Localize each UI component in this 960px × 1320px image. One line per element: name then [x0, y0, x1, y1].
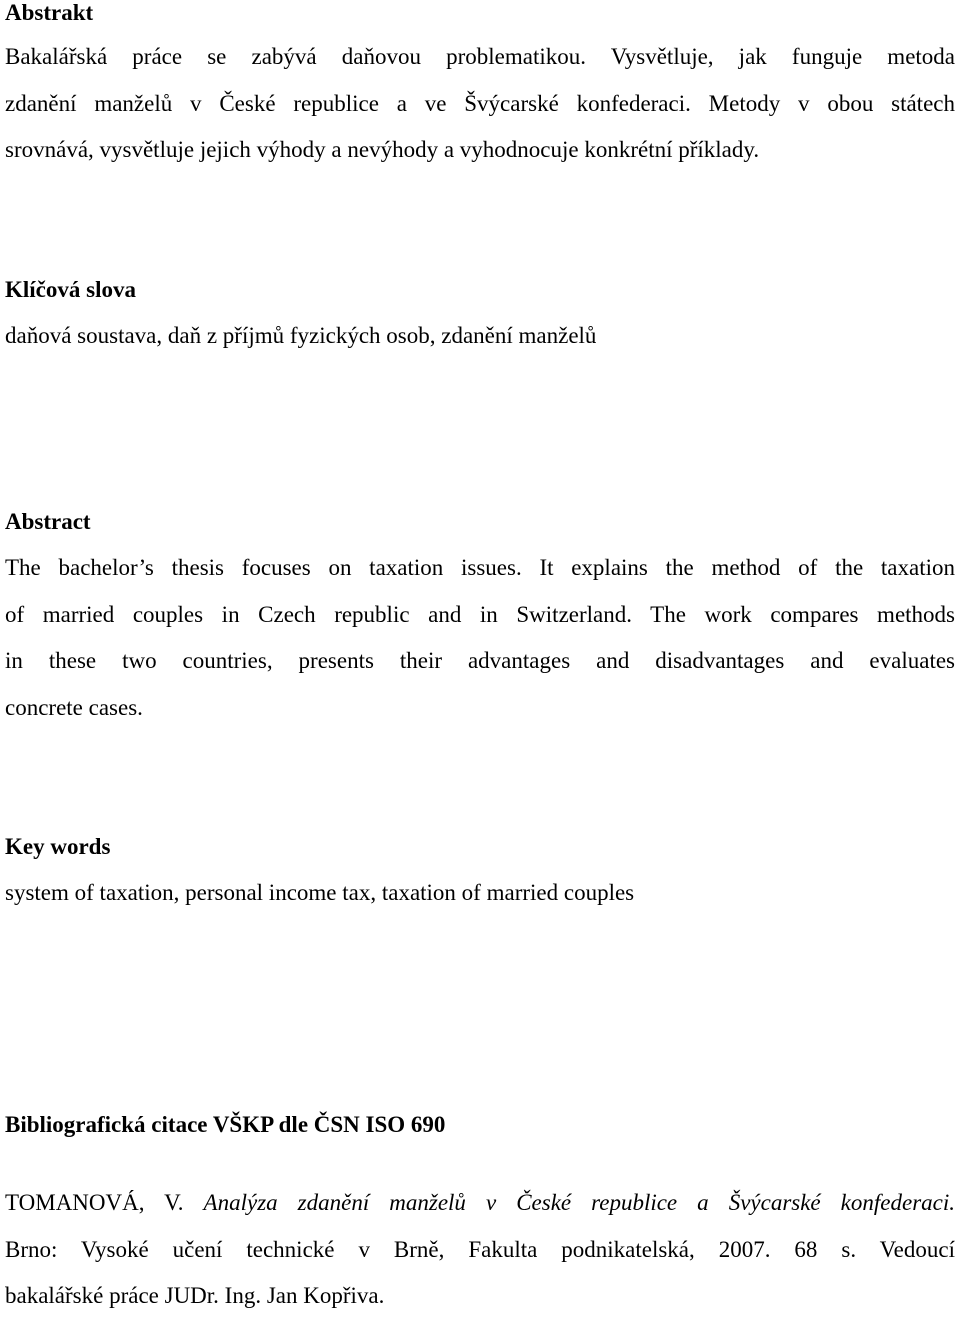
citation-title: Analýza zdanění manželů v České republice a Švýcarské konfederaci.	[203, 1190, 955, 1215]
bibliography-heading: Bibliografická citace VŠKP dle ČSN ISO 690	[5, 1112, 446, 1137]
abstrakt-line: zdanění manželů v České republice a ve Švýcarské konfederaci. Metody v obou státech	[5, 90, 955, 116]
key-words-line: system of taxation, personal income tax, taxation of married couples	[5, 880, 635, 905]
abstract-line: The bachelor’s thesis focuses on taxation issues. It explains the method of the taxation	[5, 555, 955, 580]
abstrakt-heading: Abstrakt	[5, 0, 94, 25]
citation-author: TOMANOVÁ, V.	[5, 1190, 184, 1215]
bibliography-citation	[5, 1180, 955, 1320]
klicova-slova-text	[5, 313, 955, 360]
key-words-text	[5, 870, 955, 917]
abstract-line: in these two countries, presents their advantages and disadvantages and evaluates	[5, 648, 955, 673]
abstract-paragraph	[5, 545, 955, 731]
key-words-heading: Key words	[5, 834, 111, 859]
klicova-slova-line: daňová soustava, daň z příjmů fyzických osob, zdanění manželů	[5, 323, 597, 348]
abstrakt-line: Bakalářská práce se zabývá daňovou problematikou. Vysvětluje, jak funguje metoda	[5, 44, 955, 69]
abstract-line: concrete cases.	[5, 694, 143, 720]
abstrakt-line: srovnává, vysvětluje jejich výhody a nevýhody a vyhodnocuje konkrétní příklady.	[5, 137, 760, 162]
citation-line-1	[5, 1180, 955, 1227]
abstract-heading: Abstract	[5, 509, 91, 534]
abstract-line: of married couples in Czech republic and in Switzerland. The work compares methods	[5, 601, 955, 627]
abstrakt-paragraph	[5, 34, 955, 174]
citation-line-2: Brno: Vysoké učení technické v Brně, Fakulta podnikatelská, 2007. 68 s. Vedoucí	[5, 1236, 955, 1262]
klicova-slova-heading: Klíčová slova	[5, 277, 136, 302]
citation-line-3: bakalářské práce JUDr. Ing. Jan Kopřiva.	[5, 1283, 385, 1308]
